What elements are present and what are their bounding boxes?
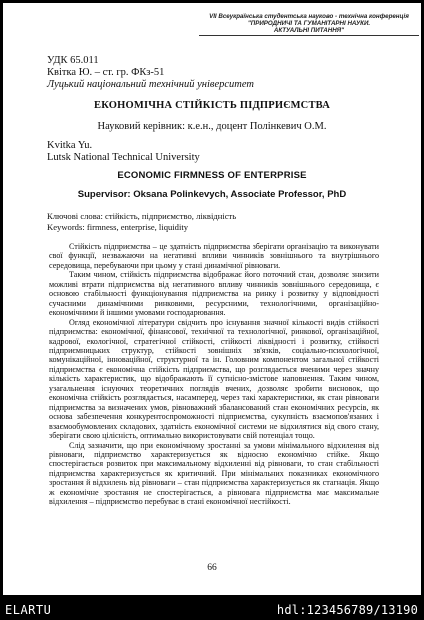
body-paragraph: Таким чином, стійкість підприємства відображає його поточний стан, дозволяє знизити можливі втрати підприємства від негативного впливу чинників зовнішнього середовища, є основою стабільності функціонування підприємства на ринку і розвитку у відповідності сучасними динамічними ринковими, ресурсними, технологічними, організаційно-економічними й іншими умовами господарювання. xyxy=(49,270,379,318)
conference-header-line2: АКТУАЛЬНІ ПИТАННЯ" xyxy=(273,27,345,34)
page-number: 66 xyxy=(207,563,217,573)
article-title-en: ECONOMIC FIRMNESS OF ENTERPRISE xyxy=(117,170,307,181)
conference-header xyxy=(199,13,419,36)
supervisor-ua: Науковий керівник: к.е.н., доцент Полінкевич О.М. xyxy=(97,121,327,132)
keywords-en: Keywords: firmness, enterprise, liquidity xyxy=(47,222,189,232)
repository-label: ELARTU xyxy=(5,603,52,617)
body-paragraph: Огляд економічної літератури свідчить про існування значної кількості видів стійкості підприємства: економічної, фінансової, технічної та технологічної, ринкової, організаційної, кадрової, екологічної, стратегічної стійкості, стійкості ліквідності і розвитку, стійкості підприємницьких структур, стійкості зовнішніх зв'язків, соціально-психологічної, комунікаційної, інноваційної, структурної та ін. Головним компонентом загальної стійкості підприємства є економічна стійкість підприємства, що розглядається вченими через значну кількість характеристик, що відображають її сутнісно-змістове наповнення. Таким чином, узагальнення існуючих теоретичних поглядів вчених, дозволяє зробити висновок, що економічна стійкість розглядається, насамперед, через такі характеристики, як стан рівноваги підприємства за визначених умов, рівноважний збалансований стан економічних ресурсів, як основа забезпечення конкурентоспроможності підприємства, сукупність взаємопов'язаних і взаємообумовлених складових, здатність економічної системи не відхилятися від свого стану, зберігати свою цілісність, оптимально використовувати свій потенціал тощо. xyxy=(49,317,379,441)
author-ua: Квітка Ю. – ст. гр. ФКз-51 xyxy=(47,67,165,78)
university-en: Lutsk National Technical University xyxy=(47,152,200,163)
keywords-ua: Ключові слова: стійкість, підприємство, ліквідність xyxy=(47,211,237,221)
document-page xyxy=(3,3,421,595)
supervisor-en: Supervisor: Oksana Polinkevych, Associate Professor, PhD xyxy=(77,189,347,200)
body-paragraph: Слід зазначити, що при економічному зростанні за умови мінімального відхилення від рівноваги, підприємство характеризується як відносно економічно стійке. Якщо спостерігається розвиток при максимальному відхиленні від рівноваги, то стан стабільності підприємства характеризується як критичний. При мінімальних показниках економічного зростання й відхилень від рівноваги – стан підприємства характеризується як стагнація. Якщо ж економічне зростання не спостерігається, а рівновага підприємства має максимальне відхилення – підприємство перебуває в стані економічної нестійкості. xyxy=(49,440,379,507)
article-title-ua: ЕКОНОМІЧНА СТІЙКІСТЬ ПІДПРИЄМСТВА xyxy=(94,100,330,111)
university-ua: Луцький національний технічний університет xyxy=(47,79,254,90)
handle-identifier: hdl:123456789/13190 xyxy=(276,603,418,617)
conference-header-line1: VII Всеукраїнська студентська науково - технічна конференція "ПРИРОДНИЧІ ТА ГУМАНІТАРНІ НАУКИ. xyxy=(209,13,409,27)
article-body xyxy=(49,242,379,507)
body-paragraph: Стійкість підприємства – це здатність підприємства зберігати організацію та виконувати свої функції, незважаючи на негативні впливи чинників зовнішнього та внутрішнього середовища, перебуваючи при цьому у стані динамічної рівноваги. xyxy=(49,242,379,270)
author-en: Kvitka Yu. xyxy=(47,140,93,151)
udc-code: УДК 65.011 xyxy=(47,55,99,66)
